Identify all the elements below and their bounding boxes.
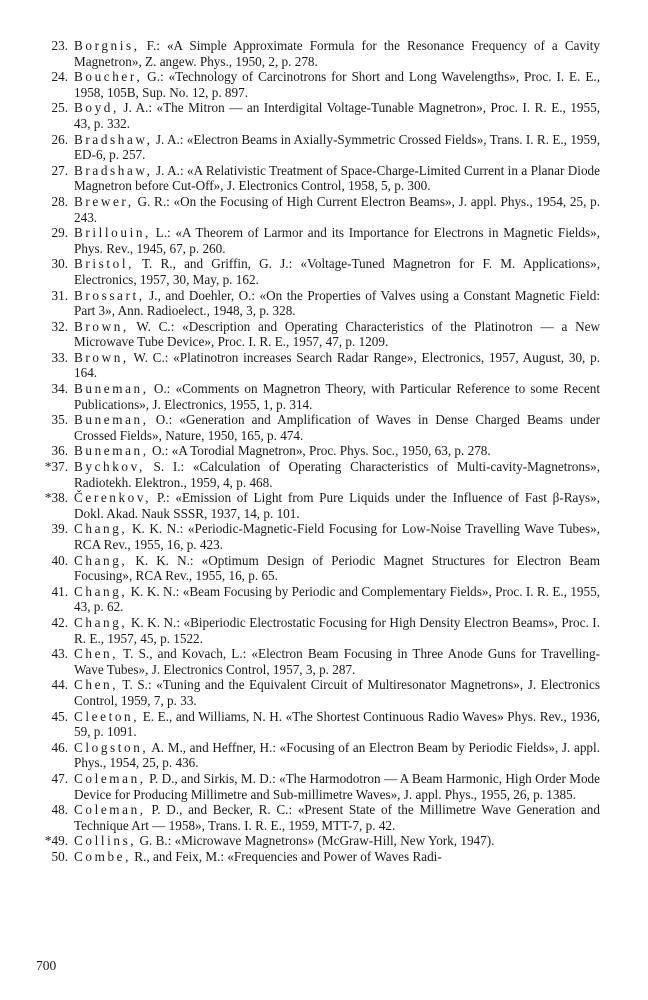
reference-entry — [20, 459, 600, 490]
reference-text — [74, 288, 600, 319]
reference-entry — [20, 833, 600, 849]
reference-text — [74, 350, 600, 381]
reference-entry — [20, 288, 600, 319]
reference-author: Buneman, — [74, 443, 149, 459]
reference-citation: W. C.: «Description and Operating Characteristics of the Platinotron — a New Microwave Tube Device», Proc. I. R. E., 1957, 47, p. 1209. — [74, 318, 600, 350]
reference-entry — [20, 771, 600, 802]
reference-author: Brewer, — [74, 193, 134, 209]
reference-author: Chen, — [74, 646, 119, 662]
reference-number: 26. — [51, 131, 68, 147]
reference-number: 43. — [51, 646, 68, 662]
reference-author: Buneman, — [74, 412, 149, 428]
reference-author: Chang, — [74, 552, 128, 568]
reference-number: 29. — [51, 225, 68, 241]
reference-citation: F.: «A Simple Approximate Formula for the Resonance Frequency of a Cavity Magnetron», Z. angew. Phys., 1950, 2, p. 278. — [74, 38, 600, 69]
reference-text — [74, 646, 600, 677]
reference-author: Chang, — [74, 521, 128, 537]
reference-entry — [20, 443, 600, 459]
reference-number: 24. — [51, 69, 68, 85]
reference-entry — [20, 163, 600, 194]
reference-author: Bristol, — [74, 256, 135, 272]
reference-text — [74, 319, 600, 350]
reference-citation: P. D., and Becker, R. C.: «Present State of the Millimetre Wave Generation and Technique Art — 1958», Trans. I. R. E., 1959, MTT-7, p. 42. — [74, 802, 600, 833]
reference-entry — [20, 319, 600, 350]
reference-citation: J., and Doehler, O.: «On the Properties of Valves using a Constant Magnetic Field: Part 3», Ann. Radioelect., 1948, 3, p. 328. — [74, 287, 600, 319]
reference-text — [74, 412, 600, 443]
reference-author: Brown, — [74, 318, 129, 334]
reference-author: Chang, — [74, 614, 128, 630]
reference-author: Combe, — [74, 848, 131, 864]
reference-entry — [20, 350, 600, 381]
reference-citation: G.: «Technology of Carcinotrons for Short and Long Wavelengths», Proc. I. E. E., 1958, 105B, Sup. No. 12, p. 897. — [74, 69, 600, 100]
reference-text — [74, 443, 600, 459]
reference-number: 48. — [51, 802, 68, 818]
reference-text — [74, 69, 600, 100]
reference-author: Collins, — [74, 833, 137, 849]
reference-author: Buneman, — [74, 381, 149, 397]
reference-text — [74, 132, 600, 163]
reference-entry — [20, 521, 600, 552]
reference-citation: K. K. N.: «Beam Focusing by Periodic and Complementary Fields», Proc. I. R. E., 1955, 43, p. 62. — [74, 583, 600, 615]
reference-text — [74, 163, 600, 194]
reference-citation: P.: «Emission of Light from Pure Liquids under the Influence of Fast β-Rays», Dokl. Akad. Nauk SSSR, 1937, 14, p. 101. — [74, 490, 600, 521]
reference-number: 31. — [51, 287, 68, 303]
reference-number: 33. — [51, 349, 68, 365]
reference-number: 28. — [51, 193, 68, 209]
reference-entry — [20, 381, 600, 412]
reference-citation: G. R.: «On the Focusing of High Current Electron Beams», J. appl. Phys., 1954, 25, p. 243. — [74, 193, 600, 225]
reference-author: Coleman, — [74, 802, 146, 818]
reference-citation: J. A.: «The Mitron — an Interdigital Voltage-Tunable Magnetron», Proc. I. R. E., 1955, 43, p. 332. — [74, 100, 600, 131]
reference-text — [74, 553, 600, 584]
reference-number: 23. — [51, 38, 68, 53]
reference-number: 36. — [51, 443, 68, 459]
reference-text — [74, 490, 600, 521]
reference-entry — [20, 709, 600, 740]
reference-text — [74, 100, 600, 131]
reference-entry — [20, 256, 600, 287]
reference-number: 46. — [51, 739, 68, 755]
reference-entry — [20, 412, 600, 443]
reference-text — [74, 849, 600, 865]
reference-entry — [20, 225, 600, 256]
reference-entry — [20, 646, 600, 677]
reference-text — [74, 225, 600, 256]
reference-citation: T. S., and Kovach, L.: «Electron Beam Focusing in Three Anode Guns for Travelling-Wave Tubes», J. Electronics Control, 1957, 3, p. 287. — [74, 646, 600, 677]
reference-entry — [20, 132, 600, 163]
reference-text — [74, 38, 600, 69]
reference-citation: G. B.: «Microwave Magnetrons» (McGraw-Hill, New York, 1947). — [136, 833, 495, 849]
reference-citation: O.: «A Torodial Magnetron», Proc. Phys. Soc., 1950, 63, p. 278. — [148, 443, 491, 459]
reference-author: Bychkov, — [74, 459, 145, 475]
reference-citation: A. M., and Heffner, H.: «Focusing of an Electron Beam by Periodic Fields», J. appl. Phys., 1954, 25, p. 436. — [74, 739, 600, 771]
reference-number: 32. — [51, 318, 68, 334]
reference-author: Brown, — [74, 349, 129, 365]
reference-text — [74, 709, 600, 740]
reference-author: Clogston, — [74, 739, 149, 755]
reference-author: Boyd, — [74, 100, 119, 116]
reference-author: Bradshaw, — [74, 131, 153, 147]
reference-citation: T. S.: «Tuning and the Equivalent Circuit of Multiresonator Magnetrons», J. Electronics Control, 1959, 7, p. 33. — [74, 677, 600, 708]
reference-list — [20, 38, 600, 864]
reference-author: Chen, — [74, 677, 119, 693]
reference-author: Coleman, — [74, 770, 146, 786]
reference-text — [74, 459, 600, 490]
reference-number: 41. — [51, 583, 68, 599]
reference-citation: L.: «A Theorem of Larmor and its Importance for Electrons in Magnetic Fields», Phys. Rev., 1945, 67, p. 260. — [74, 225, 600, 256]
reference-text — [74, 615, 600, 646]
reference-text — [74, 194, 600, 225]
reference-text — [74, 771, 600, 802]
reference-entry — [20, 740, 600, 771]
reference-entry — [20, 802, 600, 833]
reference-citation: E. E., and Williams, N. H. «The Shortest Continuous Radio Waves» Phys. Rev., 1936, 59, p. 1091. — [74, 708, 600, 740]
reference-text — [74, 833, 600, 849]
reference-author: Brillouin, — [74, 225, 151, 241]
reference-citation: P. D., and Sirkis, M. D.: «The Harmodotron — A Beam Harmonic, High Order Mode Device for Producing Millimetre and Sub-millimetre Waves», J. appl. Phys., 1955, 26, p. 1385. — [74, 770, 600, 802]
reference-number: 30. — [51, 256, 68, 272]
reference-citation: W. C.: «Platinotron increases Search Radar Range», Electronics, 1957, August, 30, p. 164. — [74, 349, 600, 381]
reference-text — [74, 584, 600, 615]
reference-entry — [20, 38, 600, 69]
reference-number: *38. — [44, 490, 68, 506]
reference-citation: K. K. N.: «Optimum Design of Periodic Magnet Structures for Electron Beam Focusing», RCA Rev., 1955, 16, p. 65. — [74, 552, 600, 584]
reference-citation: K. K. N.: «Biperiodic Electrostatic Focusing for High Density Electron Beams», Proc. I. R. E., 1957, 45, p. 1522. — [74, 614, 600, 646]
reference-number: 34. — [51, 381, 68, 397]
reference-number: 39. — [51, 521, 68, 537]
reference-citation: T. R., and Griffin, G. J.: «Voltage-Tuned Magnetron for F. M. Applications», Electronics, 1957, 30, May, p. 162. — [74, 256, 600, 287]
reference-author: Chang, — [74, 583, 128, 599]
reference-entry — [20, 69, 600, 100]
reference-text — [74, 740, 600, 771]
reference-entry — [20, 849, 600, 865]
reference-citation: J. A.: «Electron Beams in Axially-Symmetric Crossed Fields», Trans. I. R. E., 1959, ED-6, p. 257. — [74, 131, 600, 163]
reference-author: Bradshaw, — [74, 162, 153, 178]
reference-text — [74, 521, 600, 552]
reference-entry — [20, 194, 600, 225]
reference-text — [74, 677, 600, 708]
reference-citation: R., and Feix, M.: «Frequencies and Power of Waves Radi- — [131, 848, 442, 864]
reference-number: 44. — [51, 677, 68, 693]
reference-number: 47. — [51, 770, 68, 786]
reference-citation: O.: «Comments on Magnetron Theory, with Particular Reference to some Recent Publications», J. Electronics, 1955, 1, p. 314. — [74, 381, 600, 412]
reference-entry — [20, 584, 600, 615]
reference-citation: O.: «Generation and Amplification of Waves in Dense Charged Beams under Crossed Fields», Nature, 1950, 165, p. 474. — [74, 412, 600, 443]
reference-citation: J. A.: «A Relativistic Treatment of Space-Charge-Limited Current in a Planar Diode Magnetron before Cut-Off», J. Electronics Control, 1958, 5, p. 300. — [74, 162, 600, 194]
reference-number: 42. — [51, 614, 68, 630]
reference-entry — [20, 615, 600, 646]
reference-number: 40. — [51, 552, 68, 568]
reference-number: *37. — [44, 459, 68, 475]
reference-author: Brossart, — [74, 287, 145, 303]
reference-text — [74, 381, 600, 412]
page-number: 700 — [36, 958, 57, 973]
reference-entry — [20, 490, 600, 521]
reference-entry — [20, 677, 600, 708]
reference-number: *49. — [44, 833, 68, 849]
reference-text — [74, 802, 600, 833]
reference-author: Boucher, — [74, 69, 143, 85]
reference-number: 50. — [51, 848, 68, 864]
reference-author: Cleeton, — [74, 708, 140, 724]
reference-author: Čerenkov, — [74, 490, 152, 506]
reference-citation: K. K. N.: «Periodic-Magnetic-Field Focusing for Low-Noise Travelling Wave Tubes», RCA Rev., 1955, 16, p. 423. — [74, 521, 600, 552]
reference-text — [74, 256, 600, 287]
reference-entry — [20, 100, 600, 131]
reference-citation: S. I.: «Calculation of Operating Characteristics of Multi-cavity-Magnetrons», Radiotekh. Elektron., 1959, 4, p. 468. — [74, 459, 600, 490]
reference-number: 27. — [51, 162, 68, 178]
reference-entry — [20, 553, 600, 584]
reference-number: 35. — [51, 412, 68, 428]
reference-author: Borgnis, — [74, 38, 140, 53]
reference-number: 25. — [51, 100, 68, 116]
reference-number: 45. — [51, 708, 68, 724]
